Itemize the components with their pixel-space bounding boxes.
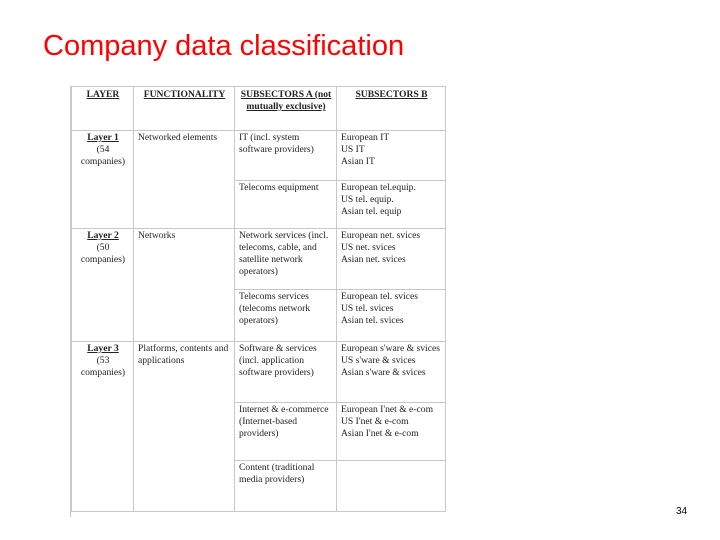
layer-name: Layer 3 <box>87 343 119 354</box>
subsector-a-cell: Telecoms equipment <box>235 181 337 229</box>
subsector-a-cell: Internet & e-commerce (Internet-based providers) <box>235 403 337 461</box>
classification-table <box>71 86 446 512</box>
header-subsectors-b: SUBSECTORS B <box>337 87 446 131</box>
functionality-cell: Networked elements <box>134 131 235 229</box>
subsector-b-cell <box>337 181 446 229</box>
page-number: 34 <box>676 506 688 517</box>
layer-company-count: (53 companies) <box>80 355 126 378</box>
subsector-b-item: US net. svices <box>341 242 396 253</box>
table-row <box>72 131 446 181</box>
subsector-b-cell <box>337 461 446 512</box>
subsector-b-item: US I'net & e-com <box>341 416 409 427</box>
table-body <box>72 131 446 512</box>
subsector-a-cell: Network services (incl. telecoms, cable, and satellite network operators) <box>235 229 337 290</box>
subsector-b-cell <box>337 229 446 290</box>
layer-company-count: (54 companies) <box>80 144 126 167</box>
functionality-cell: Platforms, contents and applications <box>134 342 235 512</box>
header-layer: LAYER <box>72 87 134 131</box>
subsector-b-item: US tel. equip. <box>341 194 394 205</box>
table-row <box>72 342 446 403</box>
subsector-a-cell: Content (traditional media providers) <box>235 461 337 512</box>
subsector-b-cell <box>337 131 446 181</box>
subsector-b-item: US IT <box>341 144 365 155</box>
subsector-b-cell <box>337 290 446 342</box>
subsector-b-item: European tel. svices <box>341 291 418 302</box>
layer-name: Layer 2 <box>87 230 119 241</box>
subsector-a-cell: Software & services (incl. application software providers) <box>235 342 337 403</box>
subsector-b-item: US tel. svices <box>341 303 394 314</box>
layer-name: Layer 1 <box>87 132 119 143</box>
subsector-b-item: Asian tel. svices <box>341 315 404 326</box>
layer-cell <box>72 342 134 512</box>
subsector-b-item: Asian tel. equip <box>341 206 402 217</box>
subsector-a-cell: IT (incl. system software providers) <box>235 131 337 181</box>
subsector-b-item: European s'ware & svices <box>341 343 440 354</box>
header-functionality: FUNCTIONALITY <box>134 87 235 131</box>
classification-table-image <box>70 86 445 517</box>
subsector-b-item: Asian IT <box>341 156 375 167</box>
table-header-row <box>72 87 446 131</box>
subsector-b-item: Asian I'net & e-com <box>341 428 419 439</box>
subsector-b-item: European I'net & e-com <box>341 404 434 415</box>
subsector-b-item: US s'ware & svices <box>341 355 416 366</box>
header-subsectors-a: SUBSECTORS A (not mutually exclusive) <box>235 87 337 131</box>
subsector-b-item: European tel.equip. <box>341 182 416 193</box>
layer-company-count: (50 companies) <box>80 242 126 265</box>
subsector-a-cell: Telecoms services (telecoms network operators) <box>235 290 337 342</box>
slide-title: Company data classification <box>43 30 405 62</box>
subsector-b-item: European net. svices <box>341 230 421 241</box>
subsector-b-cell <box>337 403 446 461</box>
subsector-b-item: Asian net. svices <box>341 254 406 265</box>
subsector-b-cell <box>337 342 446 403</box>
layer-cell <box>72 229 134 342</box>
subsector-b-item: Asian s'ware & svices <box>341 367 426 378</box>
table-row <box>72 229 446 290</box>
subsector-b-item: European IT <box>341 132 390 143</box>
layer-cell <box>72 131 134 229</box>
functionality-cell: Networks <box>134 229 235 342</box>
